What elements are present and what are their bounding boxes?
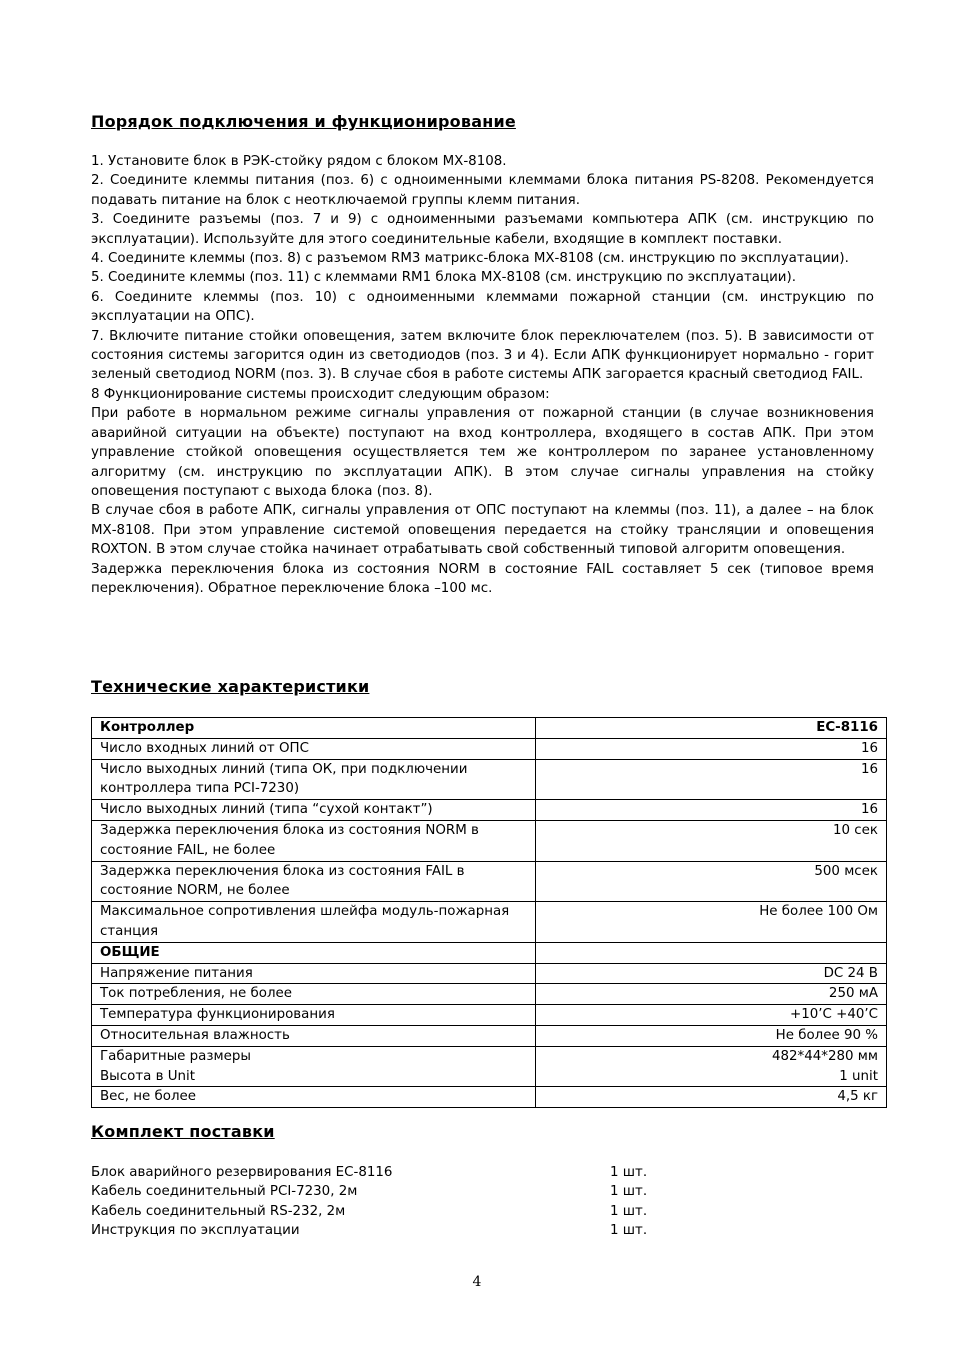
kit-item-name: Блок аварийного резервирования ЕС-8116 xyxy=(91,1165,393,1180)
step-3: 3. Соедините разъемы (поз. 7 и 9) с одноименными разъемами компьютера АПК (см. инструкцию по эксплуатации). Используйте для этого соединительные кабели, входящие в комплект поставки. xyxy=(91,212,874,247)
operation-normal-paragraph: При работе в нормальном режиме сигналы управления от пожарной станции (в случае возникновения аварийной ситуации на объекте) поступают на вход контроллера, входящего в состав АПК. При этом управление стойкой оповещения осуществляется тем же контроллером по заранее установленному алгоритму (см. инструкцию по эксплуатации АПК). В этом случае сигналы управления на стойку оповещения поступают с выхода блока (поз. 8). xyxy=(91,406,874,499)
page-number: 4 xyxy=(472,1274,482,1290)
kit-item-name: Кабель соединительный PCI-7230, 2м xyxy=(91,1184,358,1200)
spec-row xyxy=(92,984,887,1005)
step-8: 8 Функционирование системы происходит следующим образом: xyxy=(91,386,550,402)
kit-item-name: Кабель соединительный RS-232, 2м xyxy=(91,1203,346,1219)
kit-item xyxy=(91,1202,791,1221)
spec-label: Габаритные размеры Высота в Unit xyxy=(92,1046,536,1087)
spec-row xyxy=(92,738,887,759)
spec-value: Не более 90 % xyxy=(536,1025,887,1046)
section-title-kit: Комплект поставки xyxy=(91,1122,275,1141)
spec-value: 500 мсек xyxy=(536,861,887,902)
spec-label: Контроллер xyxy=(92,718,536,739)
spec-value: +10’С +40’С xyxy=(536,1005,887,1026)
spec-row xyxy=(92,861,887,902)
kit-item-qty: 1 шт. xyxy=(610,1223,648,1239)
step-4: 4. Соедините клеммы (поз. 8) с разъемом RM3 матрикс-блока МХ-8108 (см. инструкцию по эксплуатации). xyxy=(91,251,849,267)
spec-label: ОБЩИЕ xyxy=(92,942,536,963)
step-6: 6. Соедините клеммы (поз. 10) с одноименными клеммами пожарной станции (см. инструкцию по эксплуатации на ОПС). xyxy=(91,289,874,325)
kit-item-qty: 1 шт. xyxy=(610,1203,648,1219)
kit-item-qty: 1 шт. xyxy=(610,1165,648,1180)
kit-item-name: Инструкция по эксплуатации xyxy=(91,1223,300,1239)
spec-label: Относительная влажность xyxy=(92,1025,536,1046)
spec-label: Задержка переключения блока из состояния FAIL в состояние NORM, не более xyxy=(92,861,536,902)
spec-row xyxy=(92,1046,887,1087)
spec-row xyxy=(92,1087,887,1108)
spec-value: ЕС-8116 xyxy=(536,718,887,739)
spec-row xyxy=(92,759,887,800)
spec-label: Вес, не более xyxy=(92,1087,536,1108)
switch-delay-paragraph: Задержка переключения блока из состояния NORM в состояние FAIL составляет 5 сек (типовое время переключения). Обратное переключение блока –100 мс. xyxy=(91,561,874,596)
spec-value: 482*44*280 мм 1 unit xyxy=(536,1046,887,1087)
spec-label: Температура функционирования xyxy=(92,1005,536,1026)
spec-value: 10 сек xyxy=(536,820,887,861)
spec-value: Не более 100 Ом xyxy=(536,902,887,943)
spec-row xyxy=(92,800,887,821)
kit-item xyxy=(91,1221,791,1240)
spec-value: DC 24 В xyxy=(536,963,887,984)
spec-label: Максимальное сопротивления шлейфа модуль-пожарная станция xyxy=(92,902,536,943)
section-title-specs: Технические характеристики xyxy=(91,677,370,696)
spec-row xyxy=(92,820,887,861)
spec-label: Число входных линий от ОПС xyxy=(92,738,536,759)
spec-label: Ток потребления, не более xyxy=(92,984,536,1005)
connection-steps xyxy=(91,152,874,598)
spec-value xyxy=(536,942,887,963)
spec-label: Напряжение питания xyxy=(92,963,536,984)
step-5: 5. Соедините клеммы (поз. 11) с клеммами RM1 блока МХ-8108 (см. инструкцию по эксплуатации). xyxy=(91,270,796,286)
spec-row xyxy=(92,942,887,963)
step-7: 7. Включите питание стойки оповещения, затем включите блок переключателем (поз. 5). В зависимости от состояния системы загорится один из светодиодов (поз. 3 и 4). Если АПК функционирует нормально - горит зеленый светодиод NORM (поз. 3). В случае сбоя в работе системы АПК загорается красный светодиод FAIL. xyxy=(91,328,874,383)
spec-value: 16 xyxy=(536,759,887,800)
kit-list xyxy=(91,1163,791,1241)
spec-value: 16 xyxy=(536,738,887,759)
specs-table xyxy=(91,717,887,1108)
spec-label: Задержка переключения блока из состояния NORM в состояние FAIL, не более xyxy=(92,820,536,861)
spec-row xyxy=(92,1005,887,1026)
spec-row xyxy=(92,1025,887,1046)
kit-item xyxy=(91,1182,791,1201)
kit-item xyxy=(91,1163,791,1182)
spec-value: 4,5 кг xyxy=(536,1087,887,1108)
spec-label: Число выходных линий (типа “сухой контакт”) xyxy=(92,800,536,821)
operation-failure-paragraph: В случае сбоя в работе АПК, сигналы управления от ОПС поступают на клеммы (поз. 11), а далее – на блок МХ-8108. При этом управление системой оповещения передается на стойку трансляции и оповещения ROXTON. В этом случае стойка начинает отрабатывать свой собственный типовой алгоритм оповещения. xyxy=(91,503,874,558)
section-title-connection: Порядок подключения и функционирование xyxy=(91,112,516,131)
spec-row xyxy=(92,902,887,943)
spec-value: 250 мА xyxy=(536,984,887,1005)
spec-row xyxy=(92,963,887,984)
spec-value: 16 xyxy=(536,800,887,821)
spec-row xyxy=(92,718,887,739)
step-1: 1. Установите блок в РЭК-стойку рядом с блоком МХ-8108. xyxy=(91,154,507,169)
spec-label: Число выходных линий (типа ОК, при подключении контроллера типа PCI-7230) xyxy=(92,759,536,800)
step-2: 2. Соедините клеммы питания (поз. 6) с одноименными клеммами блока питания PS-8208. Рекомендуется подавать питание на блок с неотключаемой группы клемм питания. xyxy=(91,173,874,208)
kit-item-qty: 1 шт. xyxy=(610,1184,648,1200)
